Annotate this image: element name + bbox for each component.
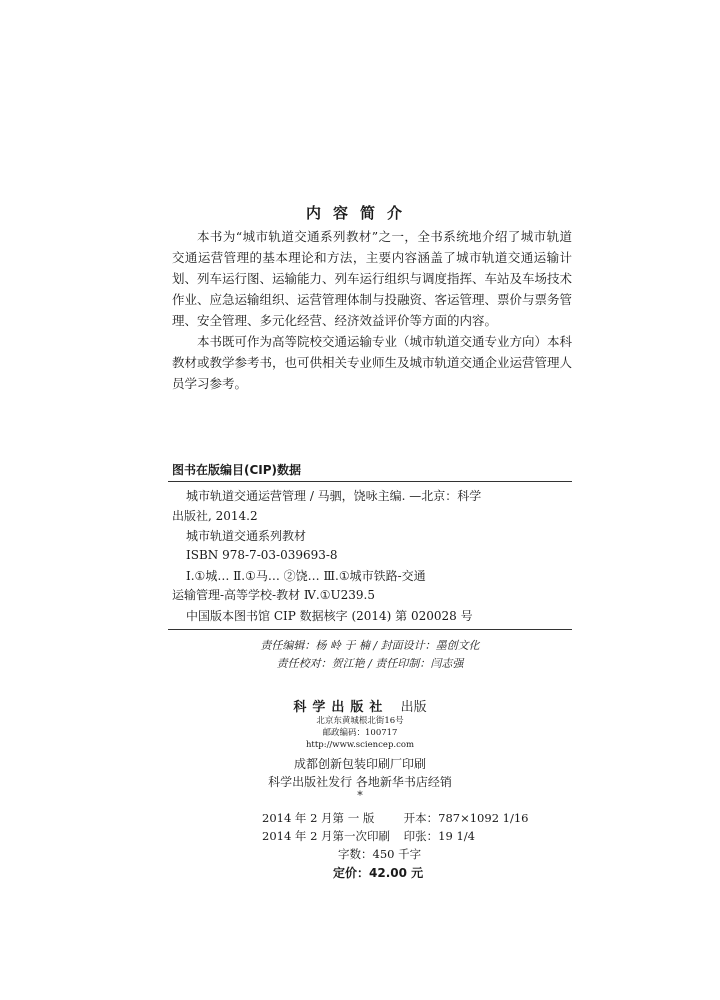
printing-label: 2014 年 2 月第一次印刷 (262, 829, 391, 843)
publisher-url: http://www.sciencep.com (305, 740, 415, 750)
publisher-suffix: 出版 (400, 700, 427, 715)
summary-body (172, 226, 572, 394)
format-label: 开本：787×1092 1/16 (403, 811, 529, 825)
cip-line-isbn: ISBN 978-7-03-039693-8 (186, 548, 338, 562)
publisher-logo: 科学出版社 (293, 700, 389, 715)
word-count: 字数：450 千字 (338, 847, 422, 861)
price: 定价：42.00 元 (333, 866, 424, 880)
cip-top-rule (168, 481, 572, 482)
sheets-label: 印张：19 1/4 (403, 829, 475, 843)
distribution-line: 科学出版社发行 各地新华书店经销 (268, 775, 452, 789)
separator-star: * (357, 789, 363, 802)
summary-paragraph-2: 本书既可作为高等院校交通运输专业（城市轨道交通专业方向）本科教材或教学参考书，也可供相关专业师生及城市轨道交通企业运营管理人员学习参考。 (172, 334, 573, 391)
edition-label: 2014 年 2 月第 一 版 (262, 811, 375, 825)
cip-line-title: 城市轨道交通运营管理 / 马驷，饶咏主编. —北京：科学 (186, 489, 482, 503)
cip-bottom-rule (168, 629, 572, 630)
cip-line-classification-cont: 运输管理-高等学校-教材 Ⅳ.①U239.5 (172, 588, 375, 602)
publisher-address: 北京东黄城根北街16号 (316, 716, 404, 726)
printer-line: 成都创新包装印刷厂印刷 (293, 757, 426, 771)
cip-line-data-number: 中国版本图书馆 CIP 数据核字 (2014) 第 020028 号 (186, 609, 473, 623)
publisher-line (0, 696, 720, 715)
publisher-postcode: 邮政编码：100717 (322, 728, 398, 738)
cip-line-series: 城市轨道交通系列教材 (186, 529, 307, 543)
edition-row (262, 810, 529, 826)
printing-row (262, 828, 475, 844)
credits-proofreaders: 责任校对：贺江艳 / 责任印制：闫志强 (276, 657, 464, 670)
summary-paragraph-1: 本书为“城市轨道交通系列教材”之一，全书系统地介绍了城市轨道交通运营管理的基本理论和方法，主要内容涵盖了城市轨道交通运输计划、列车运行图、运输能力、列车运行组织与调度指挥、车站及车场技术作业、应急运输组织、运营管理体制与投融资、客运管理、票价与票务管理、安全管理、多元化经营、经济效益评价等方面的内容。 (172, 229, 573, 328)
cip-header: 图书在版编目(CIP)数据 (172, 463, 302, 477)
cip-line-publisher: 出版社, 2014.2 (172, 509, 258, 523)
cip-line-classification: Ⅰ.①城… Ⅱ.①马… ②饶… Ⅲ.①城市铁路-交通 (186, 569, 426, 583)
summary-title: 内容简介 (305, 204, 414, 222)
credits-editors: 责任编辑：杨 岭 于 楠 / 封面设计：墨创文化 (260, 639, 480, 652)
